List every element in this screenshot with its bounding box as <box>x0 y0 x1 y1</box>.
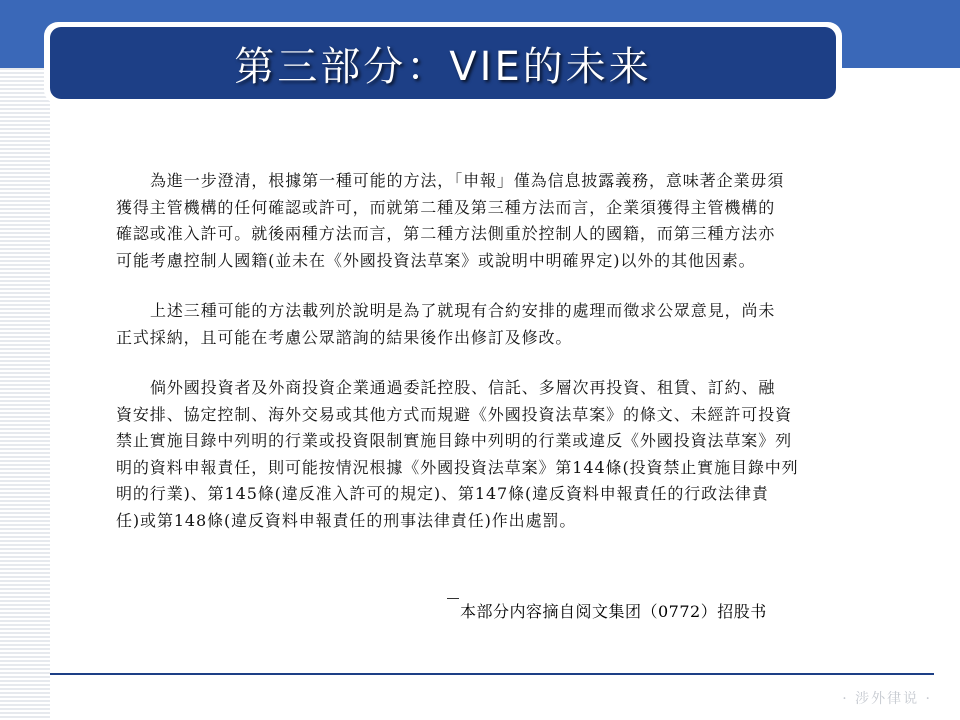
watermark: · 涉外律说 · <box>842 691 932 707</box>
text-line: 倘外國投資者及外商投資企業通過委託控股、信託、多層次再投資、租賃、訂約、融 <box>150 378 776 397</box>
text-line: 上述三種可能的方法載列於說明是為了就現有合約安排的處理而徵求公眾意見，尚未 <box>150 301 776 320</box>
document-body <box>116 168 806 558</box>
text-line: 明的資料申報責任，則可能按情況根據《外國投資法草案》第144條(投資禁止實施目錄中列 <box>116 457 799 477</box>
text-line: 獲得主管機構的任何確認或許可，而就第二種及第三種方法而言，企業須獲得主管機構的 <box>116 197 776 217</box>
text-line: 為進一步澄清，根據第一種可能的方法，「申報」僅為信息披露義務，意味著企業毋須 <box>150 171 785 190</box>
paragraph-1 <box>116 168 806 274</box>
paragraph-2 <box>116 298 806 351</box>
text-line: 任)或第148條(違反資料申報責任的刑事法律責任)作出處罰。 <box>116 510 577 530</box>
source-note: 本部分内容摘自阅文集团（0772）招股书 <box>460 602 767 621</box>
left-stripe-margin <box>0 68 50 720</box>
footnote-mark <box>447 598 459 599</box>
title-banner <box>50 27 836 99</box>
text-line: 可能考慮控制人國籍(並未在《外國投資法草案》或說明中明確界定)以外的其他因素。 <box>116 250 756 270</box>
text-line: 正式採納，且可能在考慮公眾諮詢的結果後作出修訂及修改。 <box>116 327 573 347</box>
footer-divider <box>50 673 934 675</box>
text-line: 明的行業)、第145條(違反准入許可的規定)、第147條(違反資料申報責任的行政法律責 <box>116 484 769 503</box>
text-line: 禁止實施目錄中列明的行業或投資限制實施目錄中列明的行業或違反《外國投資法草案》列 <box>116 431 793 450</box>
text-line: 確認或准入許可。就後兩種方法而言，第二種方法側重於控制人的國籍，而第三種方法亦 <box>116 224 776 243</box>
text-line: 資安排、協定控制、海外交易或其他方式而規避《外國投資法草案》的條文、未經許可投資 <box>116 404 793 424</box>
slide-title: 第三部分：VIE的未来 <box>234 43 652 90</box>
paragraph-3 <box>116 375 806 534</box>
